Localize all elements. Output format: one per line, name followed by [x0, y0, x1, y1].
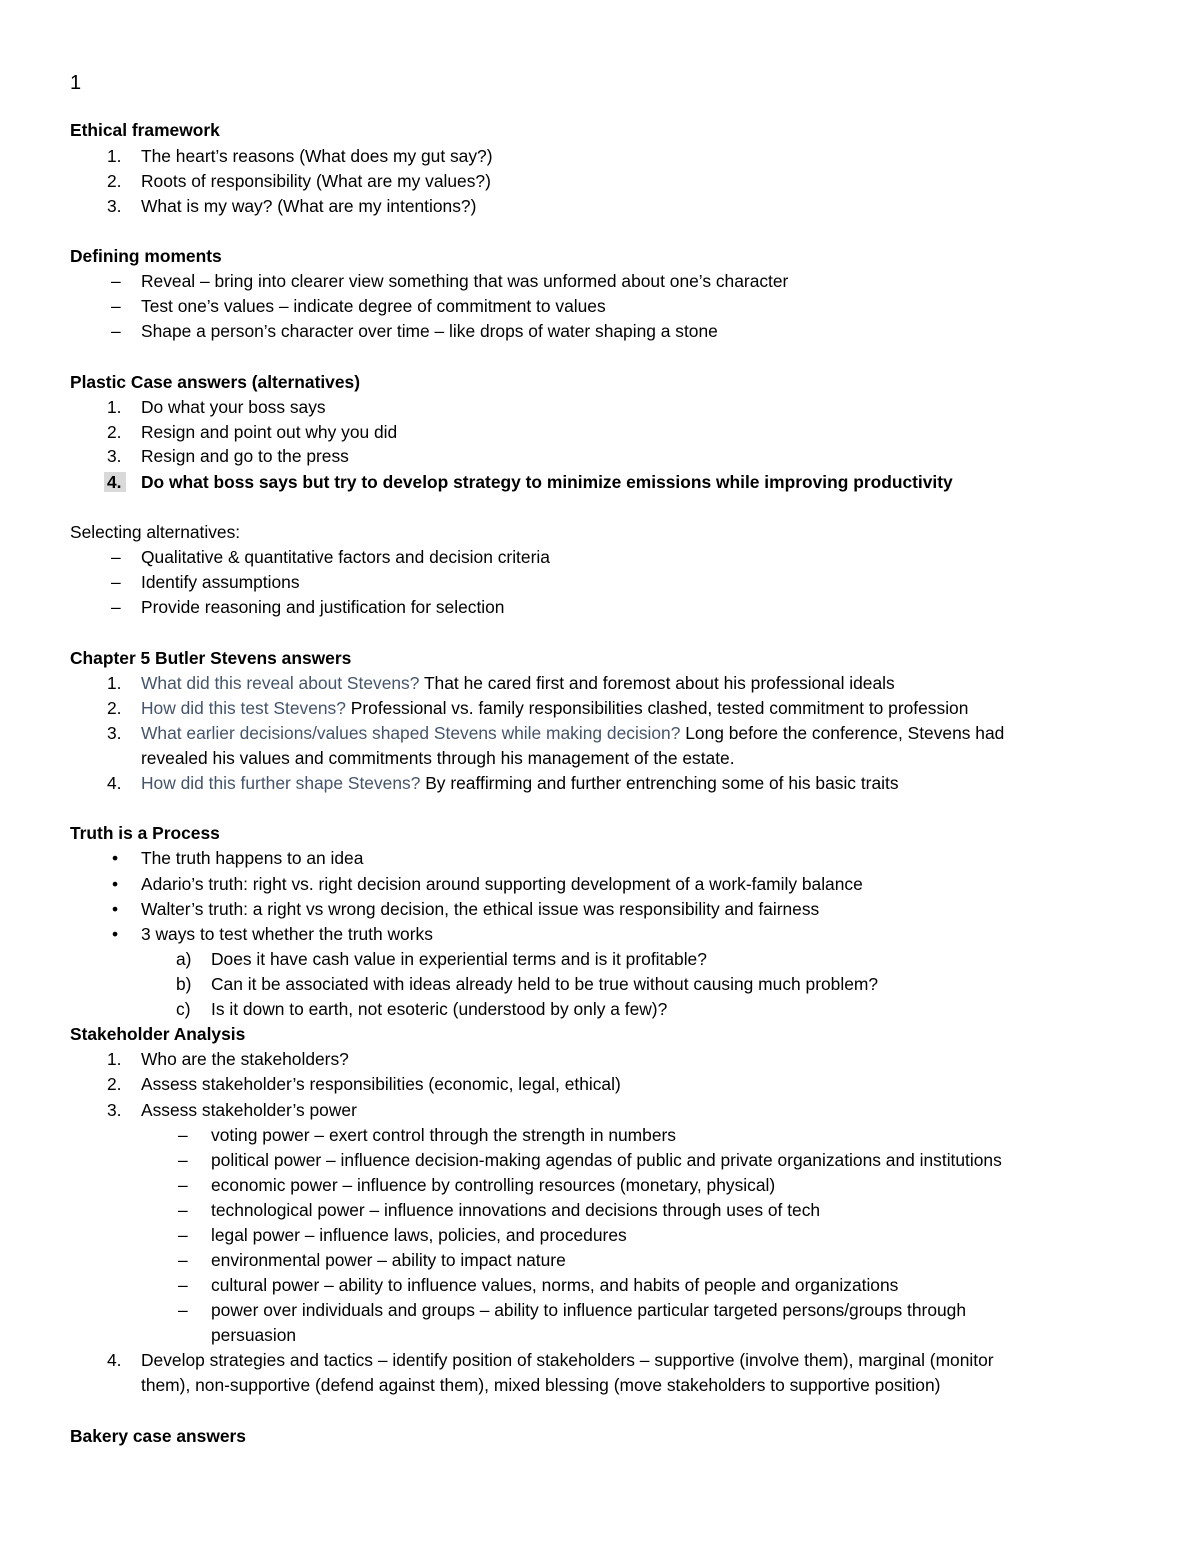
power-item: environmental power – ability to impact nature	[211, 1250, 566, 1270]
section-heading-plastic: Plastic Case answers (alternatives)	[70, 372, 360, 392]
power-item: legal power – influence laws, policies, and procedures	[211, 1225, 627, 1245]
answer-text: Professional vs. family responsibilities clashed, tested commitment to profession	[345, 698, 969, 718]
list-item: Assess stakeholder’s power	[141, 1100, 357, 1120]
list-item	[141, 722, 1004, 744]
question-text: What did this reveal about Stevens?	[141, 673, 420, 693]
dash-marker: –	[111, 296, 121, 316]
list-number: 2.	[107, 698, 122, 718]
dash-marker: –	[111, 271, 121, 291]
list-number: 1.	[107, 1049, 122, 1069]
sub-list-item: Can it be associated with ideas already held to be true without causing much problem?	[211, 974, 879, 994]
list-number: 3.	[107, 723, 122, 743]
bullet-marker: •	[112, 924, 119, 944]
list-number: 2.	[107, 171, 122, 191]
list-number: 3.	[107, 1100, 122, 1120]
power-item: technological power – influence innovations and decisions through uses of tech	[211, 1200, 821, 1220]
power-item: cultural power – ability to influence values, norms, and habits of people and organizations	[211, 1275, 899, 1295]
list-number: 1.	[107, 397, 122, 417]
list-item	[141, 672, 895, 694]
dash-marker: –	[178, 1150, 188, 1170]
list-number: 2.	[107, 1074, 122, 1094]
dash-marker: –	[178, 1175, 188, 1195]
list-item-continuation: revealed his values and commitments through his management of the estate.	[141, 748, 735, 768]
bullet-item: The truth happens to an idea	[141, 848, 364, 868]
list-item-selected: Do what boss says but try to develop strategy to minimize emissions while improving productivity	[141, 472, 953, 492]
page-number: 1	[70, 72, 82, 94]
list-item: Test one’s values – indicate degree of commitment to values	[141, 296, 606, 316]
list-item: Develop strategies and tactics – identify position of stakeholders – supportive (involve them), marginal (monitor	[141, 1350, 994, 1370]
section-heading-butler: Chapter 5 Butler Stevens answers	[70, 648, 352, 668]
list-number: 1.	[107, 673, 122, 693]
list-item: Provide reasoning and justification for selection	[141, 597, 505, 617]
section-heading-selecting: Selecting alternatives:	[70, 522, 241, 542]
answer-text: Long before the conference, Stevens had	[680, 723, 1005, 743]
list-number: 2.	[107, 422, 122, 442]
highlighted-list-number	[104, 471, 126, 493]
dash-marker: –	[178, 1225, 188, 1245]
answer-text: By reaffirming and further entrenching some of his basic traits	[420, 773, 899, 793]
bullet-marker: •	[112, 874, 119, 894]
power-item: economic power – influence by controlling resources (monetary, physical)	[211, 1175, 776, 1195]
question-text: What earlier decisions/values shaped Stevens while making decision?	[141, 723, 681, 743]
list-number: 4.	[107, 773, 122, 793]
dash-marker: –	[111, 597, 121, 617]
section-heading-ethical: Ethical framework	[70, 120, 220, 140]
dash-marker: –	[178, 1275, 188, 1295]
dash-marker: –	[178, 1250, 188, 1270]
list-item: Identify assumptions	[141, 572, 300, 592]
list-item: Do what your boss says	[141, 397, 326, 417]
power-item: political power – influence decision-making agendas of public and private organizations and institutions	[211, 1150, 1002, 1170]
section-heading-defining: Defining moments	[70, 246, 222, 266]
list-item: What is my way? (What are my intentions?)	[141, 196, 477, 216]
list-number: 1.	[107, 146, 122, 166]
list-item: The heart’s reasons (What does my gut say?)	[141, 146, 493, 166]
list-item: Shape a person’s character over time – like drops of water shaping a stone	[141, 321, 718, 341]
bullet-item: 3 ways to test whether the truth works	[141, 924, 433, 944]
sub-list-letter: b)	[176, 974, 192, 994]
dash-marker: –	[178, 1300, 188, 1320]
list-item: Roots of responsibility (What are my values?)	[141, 171, 491, 191]
list-item-continuation: them), non-supportive (defend against them), mixed blessing (move stakeholders to supportive position)	[141, 1375, 941, 1395]
power-item: power over individuals and groups – ability to influence particular targeted persons/groups through	[211, 1300, 967, 1320]
sub-list-letter: a)	[176, 949, 192, 969]
question-text: How did this further shape Stevens?	[141, 773, 421, 793]
list-number: 3.	[107, 196, 122, 216]
sub-list-item: Is it down to earth, not esoteric (understood by only a few)?	[211, 999, 668, 1019]
question-text: How did this test Stevens?	[141, 698, 346, 718]
power-item: voting power – exert control through the strength in numbers	[211, 1125, 676, 1145]
bullet-marker: •	[112, 899, 119, 919]
list-item: Resign and go to the press	[141, 446, 349, 466]
bullet-item: Adario’s truth: right vs. right decision around supporting development of a work-family balance	[141, 874, 863, 894]
list-number: 4.	[107, 1350, 122, 1370]
list-number: 4.	[104, 472, 126, 492]
list-item: Assess stakeholder’s responsibilities (economic, legal, ethical)	[141, 1074, 621, 1094]
list-item: Resign and point out why you did	[141, 422, 398, 442]
list-number: 3.	[107, 446, 122, 466]
dash-marker: –	[178, 1200, 188, 1220]
answer-text: That he cared first and foremost about his professional ideals	[419, 673, 895, 693]
list-item: Reveal – bring into clearer view something that was unformed about one’s character	[141, 271, 789, 291]
dash-marker: –	[111, 572, 121, 592]
list-item: Qualitative & quantitative factors and decision criteria	[141, 547, 550, 567]
list-item	[141, 772, 899, 794]
section-heading-truth: Truth is a Process	[70, 823, 220, 843]
section-heading-stakeholder: Stakeholder Analysis	[70, 1024, 246, 1044]
dash-marker: –	[178, 1125, 188, 1145]
list-item: Who are the stakeholders?	[141, 1049, 349, 1069]
list-item	[141, 697, 968, 719]
sub-list-item: Does it have cash value in experiential terms and is it profitable?	[211, 949, 707, 969]
sub-list-letter: c)	[176, 999, 191, 1019]
dash-marker: –	[111, 547, 121, 567]
dash-marker: –	[111, 321, 121, 341]
power-item-continuation: persuasion	[211, 1325, 297, 1345]
section-heading-bakery: Bakery case answers	[70, 1426, 246, 1446]
bullet-marker: •	[112, 848, 119, 868]
bullet-item: Walter’s truth: a right vs wrong decision, the ethical issue was responsibility and fairness	[141, 899, 820, 919]
